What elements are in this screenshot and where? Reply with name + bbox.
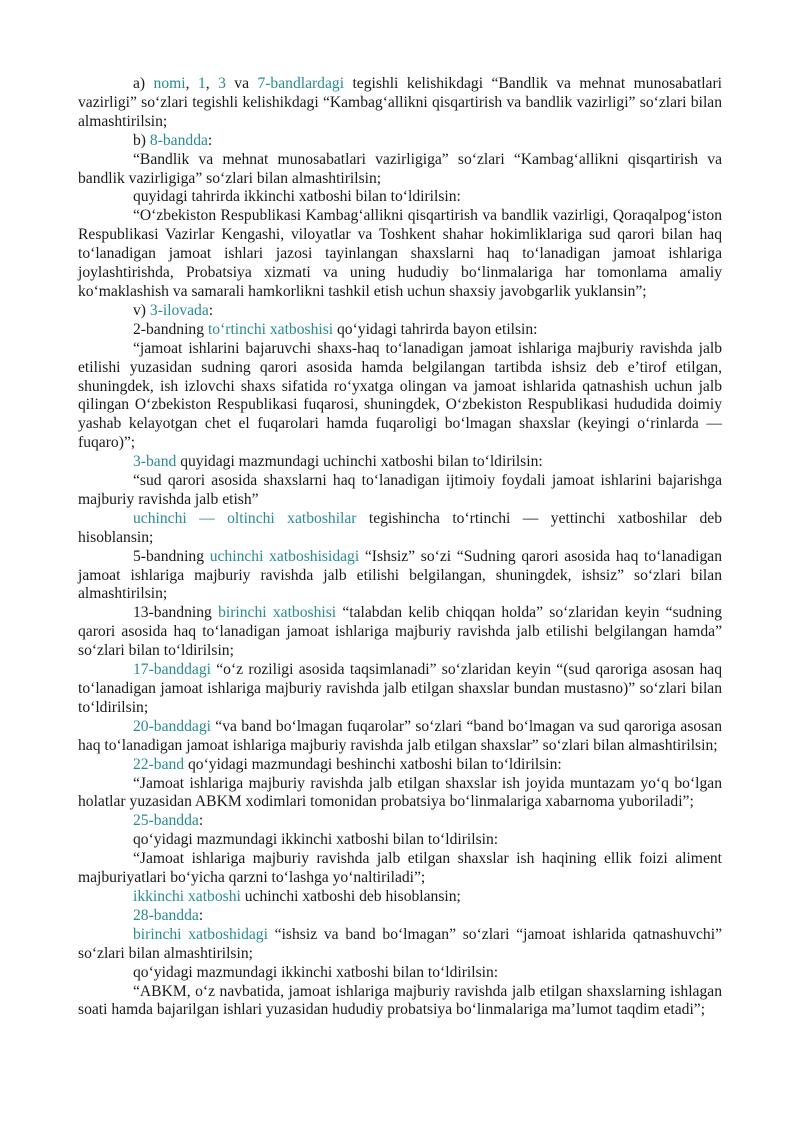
paragraph [78, 188, 722, 207]
paragraph-text: “talabdan kelib chiqqan holda” so‘zlaridan keyin “sudning qarori asosida haq to‘lanadigan jamoat ishlariga majburiy ravishda jalb etilishi belgilangan hamda” so‘zlari bilan to‘ldirilsin; [78, 604, 722, 660]
paragraph [78, 340, 722, 453]
paragraph-text: “o‘z roziligi asosida taqsimlanadi” so‘zlaridan keyin “(sud qaroriga asosan haq to‘lanadigan jamoat ishlariga majburiy ravishda jalb etilgan shaxslar bundan mustasno)” so‘zlari bilan to‘ldirilsin; [78, 661, 722, 716]
paragraph [78, 964, 722, 983]
paragraph-text: 5-bandning [133, 547, 210, 565]
paragraph-text: “Jamoat ishlariga majburiy ravishda jalb etilgan shaxslar ish haqining ellik foizi aliment majburiyatlari bo‘yicha qarzni to‘lashga yo‘naltiriladi”; [78, 850, 722, 887]
paragraph-text: “va band bo‘lmagan fuqarolar” so‘zlari “band bo‘lmagan va sud qaroriga asosan haq to‘lanadigan jamoat ishlariga majburiy ravishda jalb etilgan shaxslar” so‘zlari bilan almashtirilsin; [78, 717, 722, 754]
paragraph-text: : [207, 131, 213, 149]
document-link[interactable]: uchinchi — oltinchi xatboshilar [133, 509, 357, 527]
paragraph [78, 661, 722, 718]
paragraph [78, 453, 722, 472]
paragraph [78, 718, 722, 756]
paragraph [78, 812, 722, 831]
paragraph-text: : [208, 301, 214, 319]
paragraph-text: “ABKM, o‘z navbatida, jamoat ishlariga majburiy ravishda jalb etilgan shaxslarning ishlagan soati hamda bajarilgan ishlari yuzasidan hududiy probatsiya bo‘linmalariga ma’lumot taqdim etadi”; [78, 982, 722, 1019]
paragraph-text: : [198, 906, 204, 924]
paragraph-text: 2-bandning [133, 320, 208, 338]
paragraph-text: “Jamoat ishlariga majburiy ravishda jalb etilgan shaxslar ish joyida muntazam yo‘q bo‘lgan holatlar yuzasidan ABKM xodimlari tomonidan probatsiya bo‘linmalariga xabarnoma yuboriladi”; [78, 774, 722, 811]
document-link[interactable]: 28-bandda [133, 906, 199, 924]
paragraph-text: qo‘yidagi tahrirda bayon etilsin: [333, 320, 538, 338]
paragraph-text: a) [133, 75, 154, 92]
document-link[interactable]: ikkinchi xatboshi [133, 887, 241, 905]
paragraph [78, 207, 722, 302]
paragraph [78, 775, 722, 813]
paragraph [78, 907, 722, 926]
paragraph [78, 548, 722, 605]
document-link[interactable]: 17-banddagi [133, 661, 211, 679]
paragraph-text: qo‘yidagi mazmundagi ikkinchi xatboshi bilan to‘ldirilsin: [133, 963, 499, 981]
paragraph-text: “O‘zbekiston Respublikasi Kambag‘allikni qisqartirish va bandlik vazirligi, Qoraqalpog‘iston Respublikasi Vazirlar Kengashi, viloyatlar va Toshkent shahar hokimliklariga sud qarori bilan haq to‘lanadigan jamoat ishlari jazosi tayinlangan shaxslarni haq to‘lanadigan jamoat ishlariga joylashtirishda, Probatsiya xizmati va uning hududiy bo‘linmalariga har tomonlama amaliy ko‘maklashish va samarali hamkorlikni tashkil etish uchun shaxsiy javobgarlik yuklansin”; [78, 207, 722, 300]
document-link[interactable]: 3 [218, 75, 226, 92]
paragraph [78, 888, 722, 907]
paragraph [78, 132, 722, 151]
paragraph-text: “sud qarori asosida shaxslarni haq to‘lanadigan ijtimoiy foydali jamoat ishlarini bajarishga majburiy ravishda jalb etish” [78, 472, 722, 508]
paragraph-text: va [225, 75, 258, 92]
document-link[interactable]: 7-bandlardagi [257, 75, 345, 92]
paragraph-text: , [185, 75, 198, 92]
document-link[interactable]: 22-band [133, 755, 185, 773]
paragraph-text: uchinchi xatboshi deb hisoblansin; [240, 887, 461, 905]
paragraph-text: “Ishsiz” so‘zi “Sudning qarori asosida haq to‘lanadigan jamoat ishlariga majburiy ravishda jalb etilishi belgilangan, shuningdek, ishsiz” so‘zlari bilan almashtirilsin; [78, 547, 722, 603]
paragraph-text: b) [133, 131, 150, 149]
paragraph-text: tegishli kelishikdagi “Bandlik va mehnat munosabatlari vazirligi” so‘zlari tegishli kelishikdagi “Kambag‘allikni qisqartirish va bandlik vazirligi” so‘zlari bilan almashtirilsin; [78, 75, 723, 130]
paragraph [78, 321, 722, 340]
paragraph [78, 472, 722, 510]
document-link[interactable]: 1 [197, 75, 206, 92]
paragraph-text: quyidagi mazmundagi uchinchi xatboshi bilan to‘ldirilsin: [176, 453, 543, 471]
document-link[interactable]: birinchi xatboshidagi [133, 925, 268, 943]
paragraph-text: 13-bandning [133, 604, 219, 622]
paragraph-text: “Bandlik va mehnat munosabatlari vazirligiga” so‘zlari “Kambag‘allikni qisqartirish va bandlik vazirligiga” so‘zlari bilan almashtirilsin; [78, 150, 722, 187]
paragraph-text: quyidagi tahrirda ikkinchi xatboshi bilan to‘ldirilsin: [133, 188, 461, 206]
paragraph [78, 850, 722, 888]
paragraph [78, 75, 722, 132]
document-link[interactable]: 3-band [133, 453, 177, 471]
paragraph [78, 983, 722, 1021]
document-link[interactable]: uchinchi xatboshisidagi [209, 547, 360, 565]
paragraph-text: “ishsiz va band bo‘lmagan” so‘zlari “jamoat ishlarida qatnashuvchi” so‘zlari bilan almashtirilsin; [78, 925, 722, 962]
paragraph [78, 302, 722, 321]
paragraph [78, 151, 722, 189]
document-body [78, 75, 722, 1020]
paragraph [78, 510, 722, 548]
paragraph [78, 831, 722, 850]
paragraph [78, 604, 722, 661]
paragraph [78, 756, 722, 775]
paragraph-text: tegishincha to‘rtinchi — yettinchi xatboshilar deb hisoblansin; [78, 509, 722, 546]
paragraph-text: “jamoat ishlarini bajaruvchi shaxs-haq to‘lanadigan jamoat ishlariga majburiy ravishda jalb etilishi yuzasidan sudning qarori asosida hamda belgilangan tartibda ishsiz deb e’tirof etilgan, shuningdek, ish izlovchi shaxs sifatida ro‘yxatga olingan va jamoat ishlarida qatnashish uchun jalb qilingan O‘zbekiston Respublikasi fuqarosi, shuningdek, O‘zbekiston Respublikasi hududida doimiy yashab kelayotgan chet el fuqarolari hamda fuqaroligi bo‘lmagan shaxslar (keyingi o‘rinlarda — fuqaro)”; [78, 339, 722, 452]
document-link[interactable]: 20-banddagi [133, 717, 211, 735]
document-link[interactable]: 3-ilovada [149, 301, 209, 319]
paragraph-text: qo‘yidagi mazmundagi beshinchi xatboshi bilan to‘ldirilsin: [184, 755, 562, 773]
document-link[interactable]: to‘rtinchi xatboshisi [207, 320, 334, 338]
paragraph-text: qo‘yidagi mazmundagi ikkinchi xatboshi bilan to‘ldirilsin: [133, 831, 499, 849]
document-link[interactable]: birinchi xatboshisi [218, 604, 337, 622]
paragraph-text: v) [133, 301, 150, 319]
paragraph-text: : [198, 812, 204, 830]
paragraph-text: , [205, 75, 219, 92]
document-link[interactable]: 8-bandda [149, 131, 208, 149]
paragraph [78, 926, 722, 964]
document-link[interactable]: 25-bandda [133, 812, 199, 830]
document-link[interactable]: nomi [153, 75, 186, 92]
